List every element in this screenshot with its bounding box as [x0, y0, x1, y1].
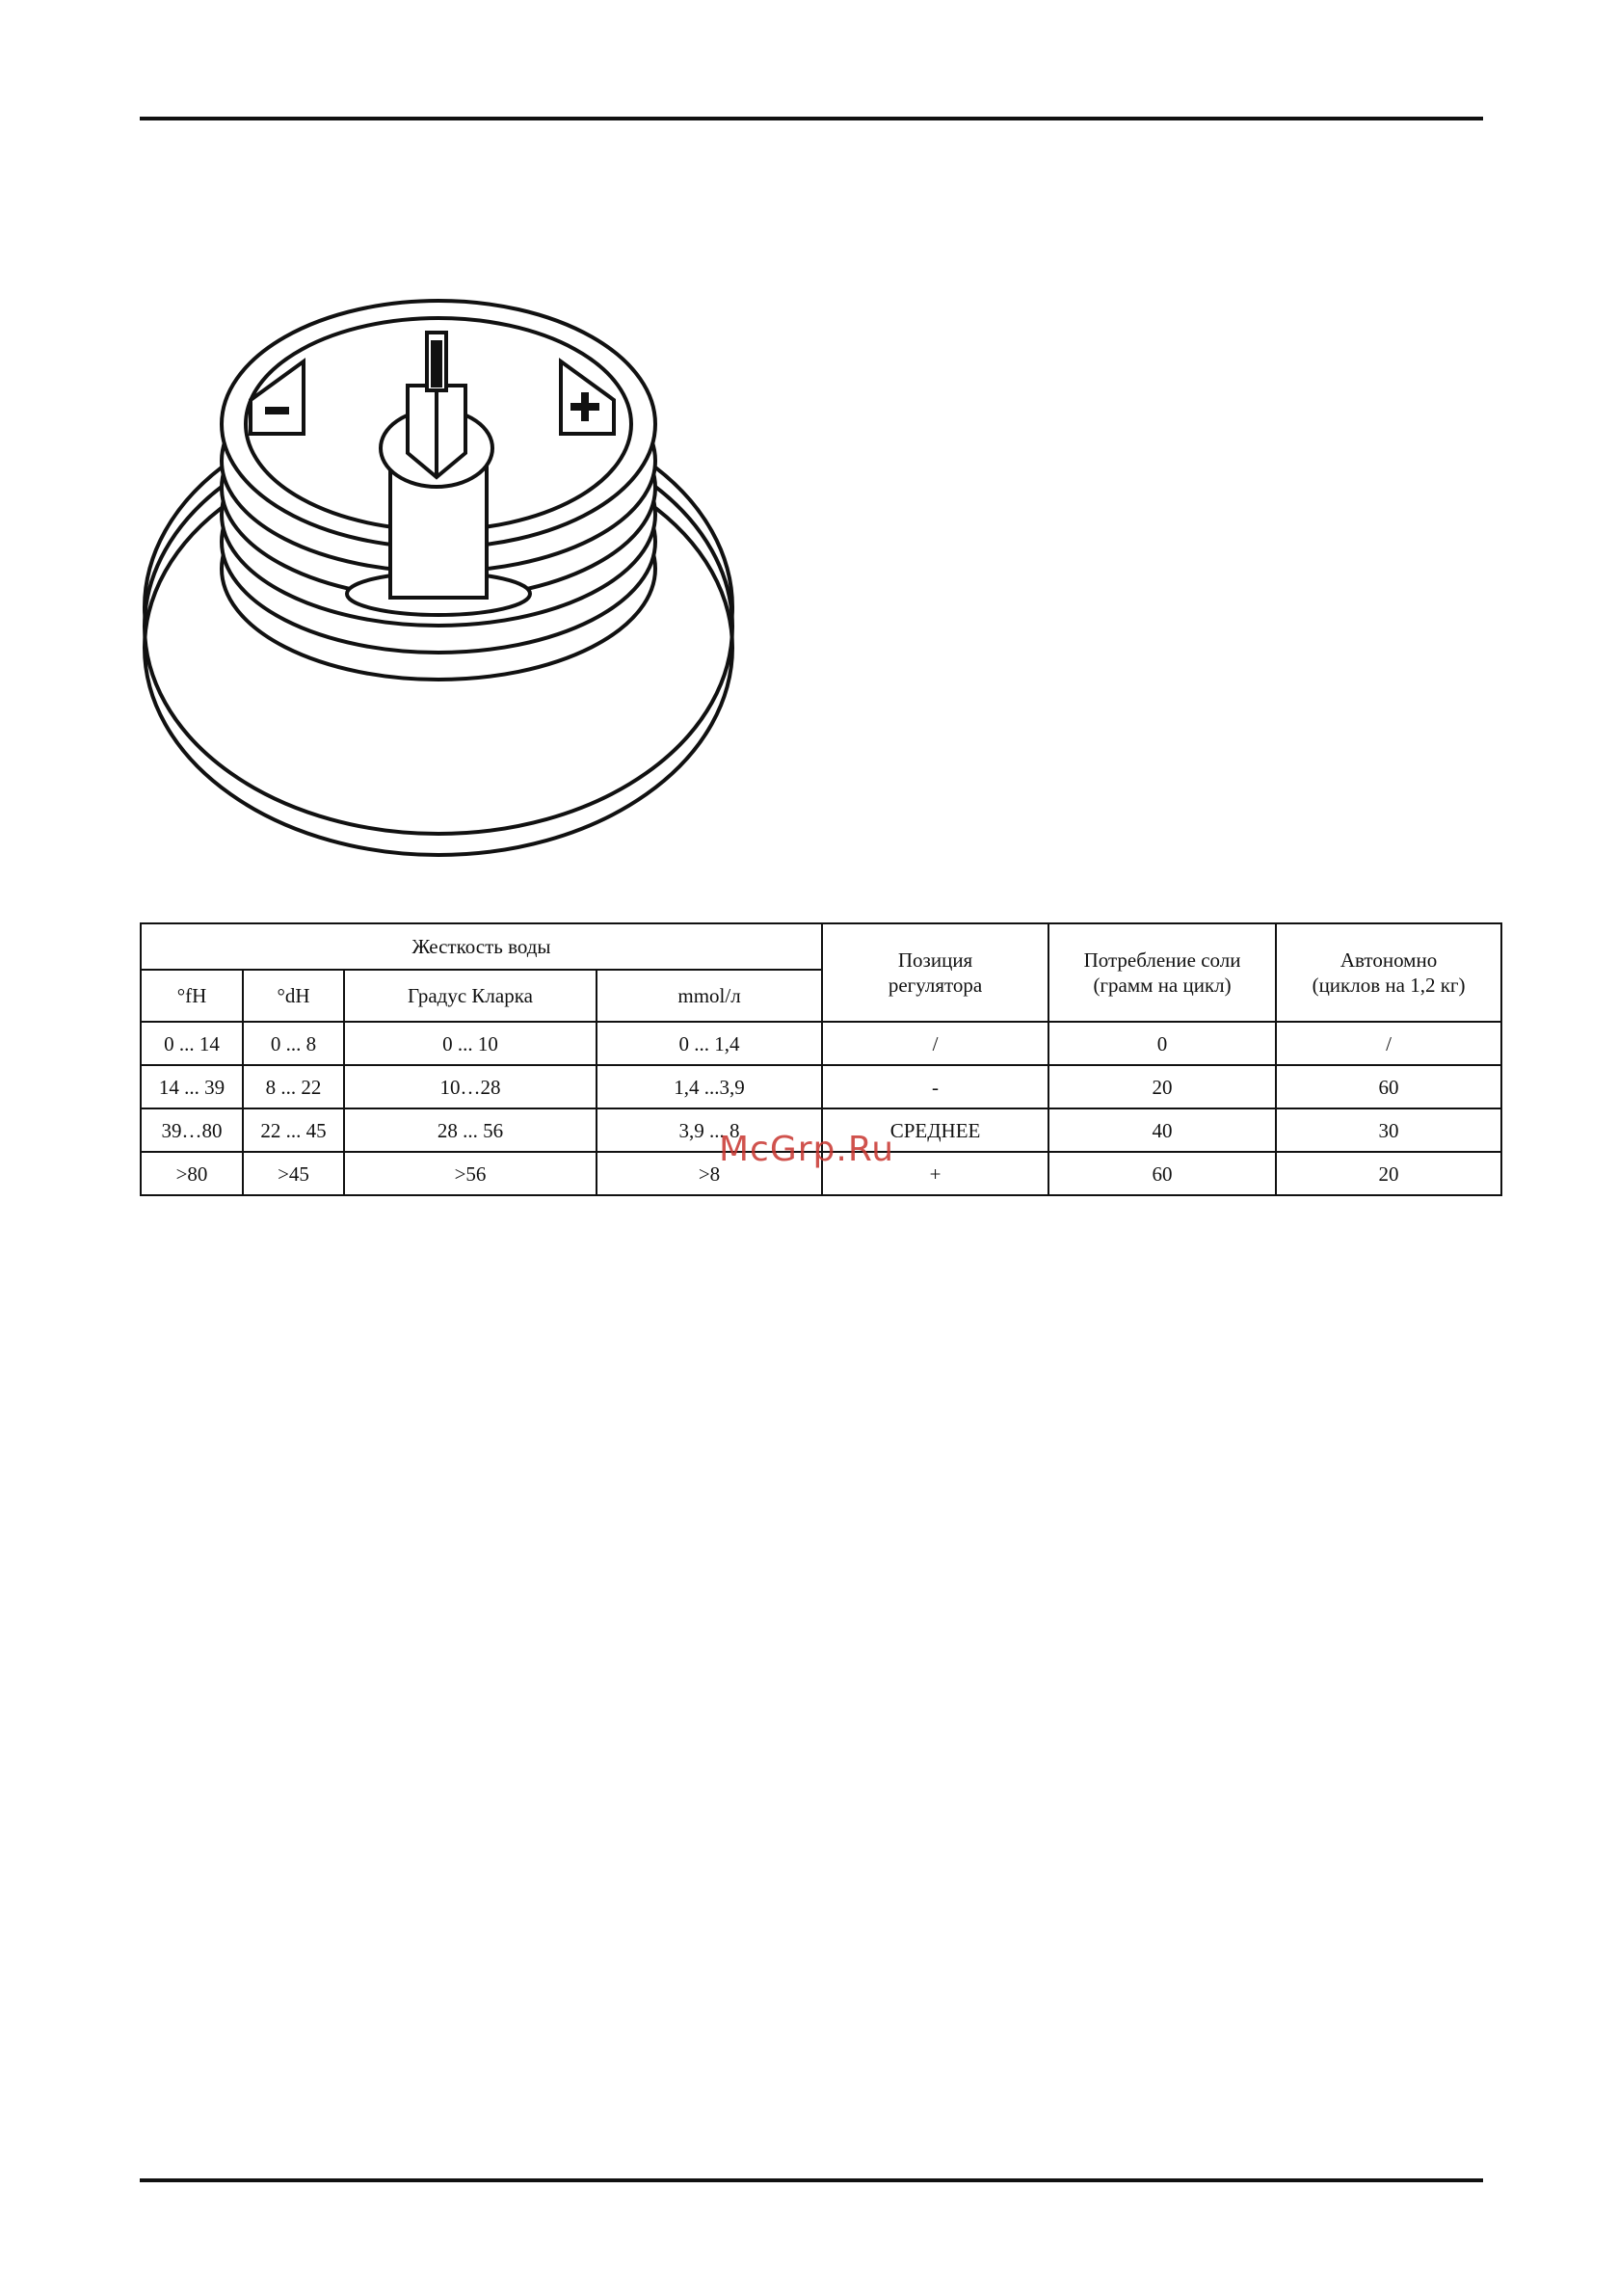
regulator-position-header: Позиция регулятора	[822, 923, 1048, 1022]
water-hardness-header: Жесткость воды	[141, 923, 822, 970]
salt-consumption-header: Потребление соли (грамм на цикл)	[1048, 923, 1276, 1022]
col-header-fh: °fH	[141, 970, 243, 1022]
table-cell: 3,9 ... 8	[597, 1108, 822, 1152]
watermark: McGrp.Ru	[719, 1130, 895, 1169]
top-rule	[140, 117, 1483, 120]
table-cell: 0 ... 8	[243, 1022, 344, 1065]
table-cell: >80	[141, 1152, 243, 1195]
table-cell: /	[822, 1022, 1048, 1065]
table-cell: 20	[1276, 1152, 1501, 1195]
table-cell: /	[1276, 1022, 1501, 1065]
col-header-mmol: mmol/л	[597, 970, 822, 1022]
col-header-clark: Градус Кларка	[344, 970, 597, 1022]
table-cell: 30	[1276, 1108, 1501, 1152]
table-cell: 39…80	[141, 1108, 243, 1152]
table-cell: 20	[1048, 1065, 1276, 1108]
table-row	[141, 1022, 1501, 1065]
table-cell: +	[822, 1152, 1048, 1195]
table-cell: -	[822, 1065, 1048, 1108]
table-cell: 60	[1048, 1152, 1276, 1195]
col-header-dh: °dH	[243, 970, 344, 1022]
table-cell: 1,4 ...3,9	[597, 1065, 822, 1108]
table-cell: 0 ... 10	[344, 1022, 597, 1065]
table-cell: 60	[1276, 1065, 1501, 1108]
table-cell: >56	[344, 1152, 597, 1195]
table-cell: 10…28	[344, 1065, 597, 1108]
table-cell: 8 ... 22	[243, 1065, 344, 1108]
table-cell: >8	[597, 1152, 822, 1195]
table-row	[141, 1065, 1501, 1108]
table-cell: 40	[1048, 1108, 1276, 1152]
table-cell: >45	[243, 1152, 344, 1195]
table-cell: 0 ... 14	[141, 1022, 243, 1065]
autonomy-header: Автономно (циклов на 1,2 кг)	[1276, 923, 1501, 1022]
regulator-drawing	[135, 289, 742, 858]
table-cell: 0 ... 1,4	[597, 1022, 822, 1065]
table-cell: СРЕДНЕЕ	[822, 1108, 1048, 1152]
minus-icon	[265, 407, 289, 414]
bottom-rule	[140, 2178, 1483, 2182]
salt-regulator-illustration	[135, 289, 742, 858]
table-cell: 14 ... 39	[141, 1065, 243, 1108]
table-cell: 22 ... 45	[243, 1108, 344, 1152]
table-cell: 0	[1048, 1022, 1276, 1065]
table-cell: 28 ... 56	[344, 1108, 597, 1152]
